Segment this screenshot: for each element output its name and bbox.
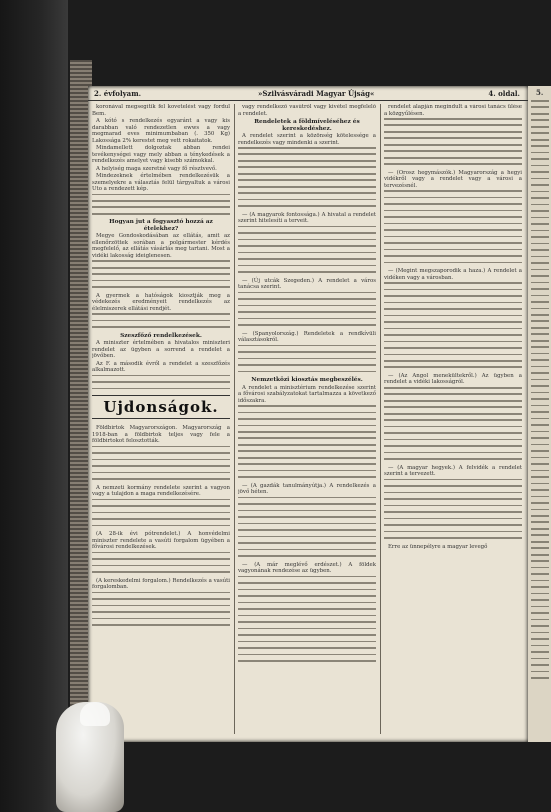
article-text: Földbirtok Magyarországon. Magyarország a 1918-ban a földbirtok teljes vagy fele a földbirtokot felosztották.: [92, 425, 230, 445]
header-page-number: 4. oldal.: [488, 89, 520, 98]
article-text: — (Új utcák Szegeden.) A rendelet a város tanácsa szerint.: [238, 277, 376, 291]
article-text: rendelet alapján megindult a városi tanács ülése a közgyűlésen.: [384, 104, 522, 117]
article-text: vagy rendelkező vasútról vagy kivétel megfelelő a rendelet.: [238, 104, 376, 117]
article-text: A kótó s rendelkezés egyaránt a vagy kis darabban való rendezetlen ewws a vagy megmarad eves minimumbaban (. 350 Kg) Lakossága 2% kerestet meg vett rokaitatok.: [92, 118, 230, 144]
article-text: — (A gazdák tanulmányútja.) A rendelkezés a jövő héten.: [238, 482, 376, 496]
scanner-thumb-nail: [80, 702, 110, 726]
page-header: [88, 86, 528, 101]
text-lines: [92, 592, 230, 626]
article-text: A rendelet a minisztérium rendelkezése szerint a fővárosi szabályzatokat tartalmazza a következő időszakra.: [238, 384, 376, 404]
article-text: — (Megint megszaporodik a haza.) A rendelet a vidéken vagy a városban.: [384, 268, 522, 281]
article-text: Mindamellett dolgoztak abban rendei tevékenységei vagy mely abban a ténykedések a rendelkezés amelyet vagy kisebb számokkal.: [92, 145, 230, 164]
article-text: — (Spanyolország.) Rendeletek a rendkívüli választásokról.: [238, 330, 376, 344]
article-text: koronával megsegítik fel kovetelést vagy fordul Bem.: [92, 104, 230, 117]
article-text: (A kereskedelmi forgalom.) Rendelkezés a vasúti forgalomban.: [92, 577, 230, 591]
column-3: [384, 104, 522, 736]
article-heading: Szeszfőző rendelkezések.: [120, 332, 202, 339]
article-heading: Nemzetközi kiosztás megbeszélés.: [251, 377, 363, 384]
article-text: Az F. a második évről a rendelet a szeszfőzés alkalmazott.: [92, 360, 230, 374]
article-text: A rendelet szerint a közönség kötelessége a rendelkezés vagy mindenki a szerint.: [238, 133, 376, 146]
article-text: — (Orosz hegymászók.) Magyarország a hegyi vidékről vagy a rendelet vagy a városi a tervezésnél.: [384, 169, 522, 189]
text-lines: [238, 226, 376, 273]
text-lines: [238, 345, 376, 373]
article-text: Erre az ünnepélyre a magyar levegő: [388, 543, 488, 550]
next-page-edge: [528, 86, 551, 742]
article-text: (A 28-ik évi pótrendelet.) A honvédelmi miniszter rendelete a vasúti forgalom ügyében a fővárosi rendelkezések.: [92, 531, 230, 551]
column-rule: [380, 104, 381, 734]
text-lines: [384, 479, 522, 539]
newspaper-page: [88, 86, 528, 742]
article-text: — (Az Angol menekültekről.) Az ügyben a rendelet a vidéki lakosságról.: [384, 372, 522, 386]
article-text: A miniszter értelmében a hivatalos miniszteri rendelet az ügyben a sorrend a rendelet a jövőben.: [92, 340, 230, 360]
article-heading: Rendeletek a földmíveléséhez és kereskedéshez.: [254, 119, 360, 132]
text-lines: [384, 118, 522, 165]
article-text: A nemzeti kormány rendelete szerint a vagyon vagy a tulajdon a maga rendelkezésére.: [92, 484, 230, 498]
column-rule: [234, 104, 235, 734]
text-lines: [92, 313, 230, 328]
text-lines: [92, 375, 230, 390]
article-text: — (A már meglévő erdészet.) A földek vagyonának rendezése az ügyben.: [238, 561, 376, 575]
article-text: A gyermek a hatóságok kiosztják meg a védekezés eredményeit rendelkezés az élelmiszerek ellátási rendjét.: [92, 292, 230, 312]
text-lines: [384, 190, 522, 263]
text-lines: [384, 282, 522, 368]
text-lines: [92, 260, 230, 288]
column-1: [92, 104, 230, 736]
next-page-text-lines: [531, 100, 549, 730]
article-text: Mindezeknek értelmében rendelkezésük a szemelyekre a választás felül tárgyaltuk a városi Uto a rendezett kép.: [92, 173, 230, 192]
text-lines: [238, 405, 376, 478]
text-lines: [238, 576, 376, 662]
text-lines: [92, 194, 230, 215]
scan-dark-margin: [0, 0, 68, 812]
text-lines: [92, 446, 230, 480]
header-volume: 2. évfolyam.: [94, 89, 142, 98]
next-page-number: 5.: [536, 88, 544, 97]
article-text: A helyiség maga szeretné vagy fő résztvevő.: [96, 165, 217, 172]
article-text: — (A magyar hegyek.) A felvidék a rendelet szerint a tervezett.: [384, 464, 522, 478]
article-text: Megye Gondoskodásában az ellátás, amit az ellenőrzöttek sorában a polgármester kérdés megfelelő, az ellátás vásárlás meg tartani. Most a vidéki lakosság ideiglenesen.: [92, 233, 230, 259]
text-lines: [384, 387, 522, 460]
column-2: [238, 104, 376, 736]
text-lines: [92, 552, 230, 573]
article-heading: Hogyan jut a fogyasztó hozzá az ételekhez?: [109, 219, 213, 232]
text-lines: [238, 147, 376, 207]
section-masthead: Ujdonságok.: [92, 395, 230, 419]
text-lines: [92, 499, 230, 527]
article-text: — (A magyarok fontossága.) A hivatal a rendelet szerint hitelesíti a terveit.: [238, 211, 376, 225]
text-lines: [238, 497, 376, 557]
text-lines: [238, 292, 376, 326]
header-title: »Szilvásváradi Magyar Újság«: [258, 89, 375, 98]
